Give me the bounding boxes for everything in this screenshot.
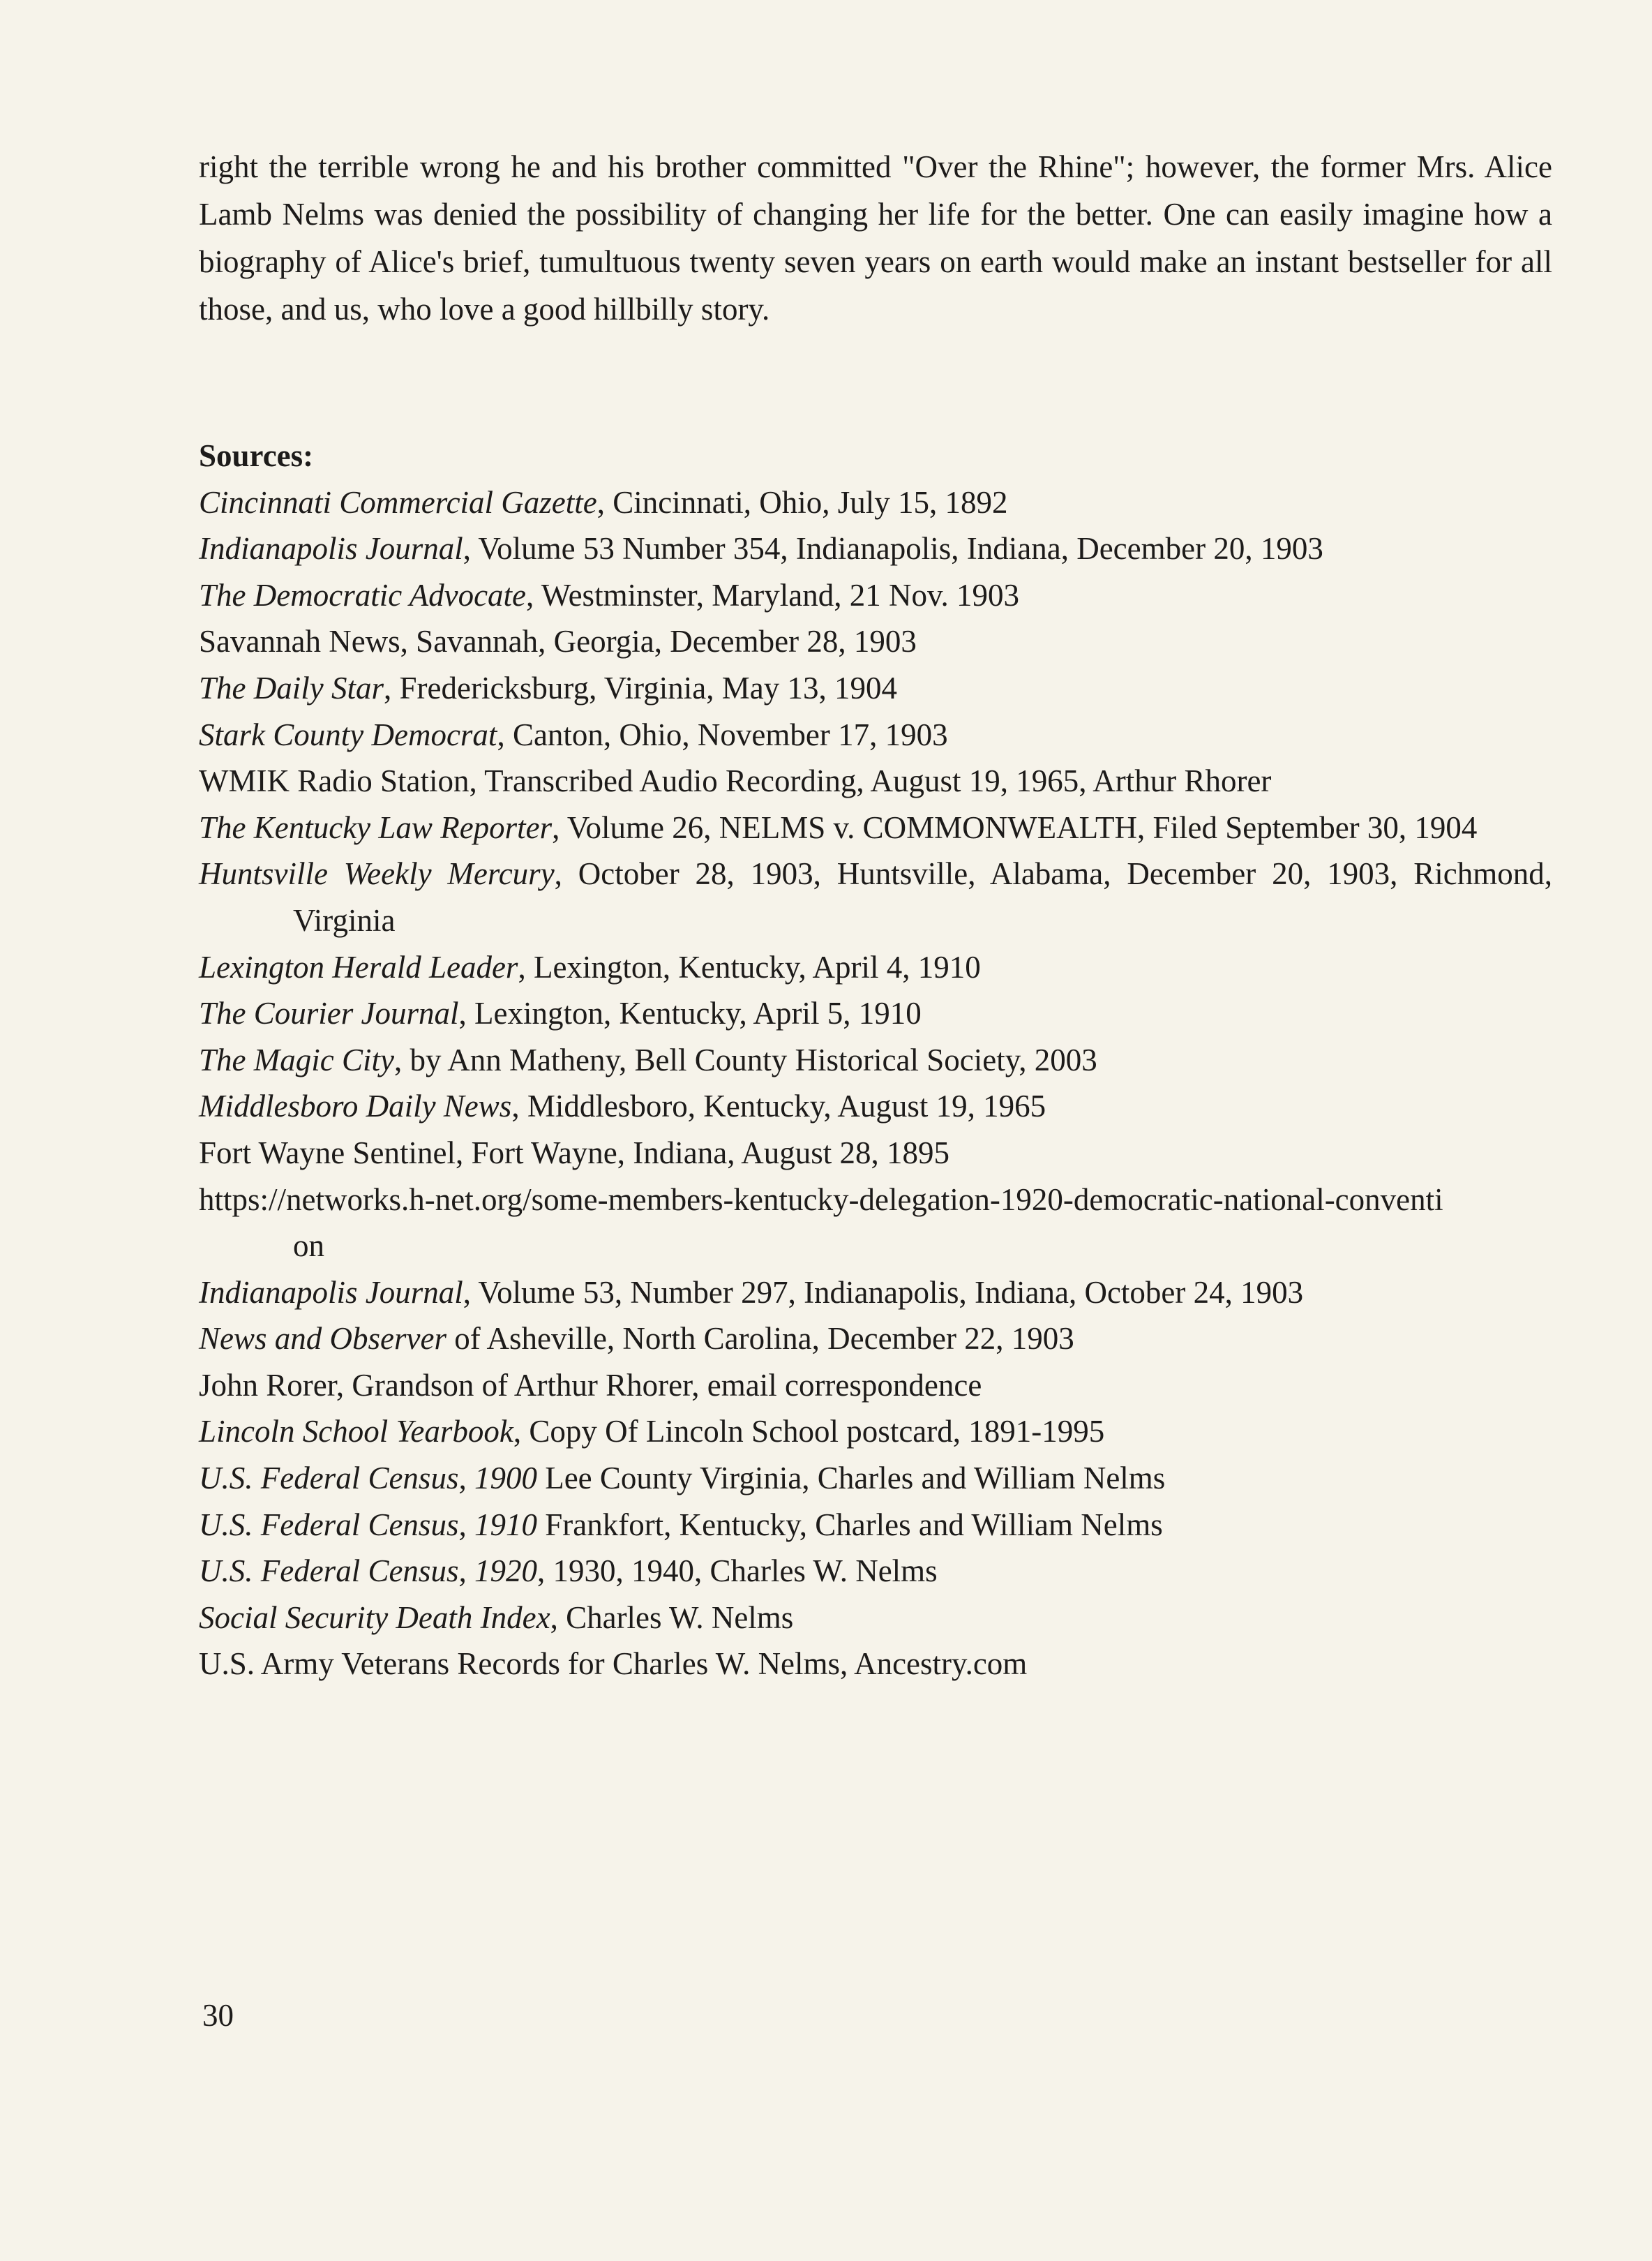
source-entry (199, 618, 1552, 665)
source-entry (199, 805, 1552, 851)
source-entry (199, 1315, 1552, 1362)
source-title: Lexington Herald Leader (199, 949, 518, 985)
source-title: Lincoln School Yearbook (199, 1414, 513, 1449)
source-entry (199, 712, 1552, 759)
source-entry (199, 1408, 1552, 1455)
source-entry (199, 1455, 1552, 1502)
source-entry (199, 758, 1552, 805)
source-entry (199, 665, 1552, 712)
source-details: , Charles W. Nelms (550, 1599, 794, 1635)
source-details: , Volume 53 Number 354, Indianapolis, Indiana, December 20, 1903 (463, 531, 1323, 567)
source-title: Cincinnati Commercial Gazette (199, 484, 597, 520)
source-details: , 1930, 1940, Charles W. Nelms (536, 1553, 938, 1589)
source-title: The Magic City (199, 1042, 394, 1077)
source-title: The Democratic Advocate (199, 577, 527, 613)
source-entry (199, 1083, 1552, 1130)
source-title: Huntsville Weekly Mercury (199, 856, 555, 892)
source-details: WMIK Radio Station, Transcribed Audio Recording, August 19, 1965, Arthur Rhorer (199, 763, 1272, 799)
source-title: Indianapolis Journal (199, 1274, 463, 1310)
sources-heading: Sources: (199, 438, 314, 473)
source-details: , Cincinnati, Ohio, July 15, 1892 (596, 484, 1008, 520)
source-entry (199, 1037, 1552, 1084)
source-entry (199, 944, 1552, 991)
source-details: , Lexington, Kentucky, April 4, 1910 (518, 949, 981, 985)
source-entry (199, 572, 1552, 619)
source-entry (199, 1502, 1552, 1549)
source-details: John Rorer, Grandson of Arthur Rhorer, email correspondence (199, 1367, 982, 1403)
source-title: Indianapolis Journal (199, 531, 463, 567)
source-title: Stark County Democrat (199, 717, 497, 752)
source-title: News and Observer (199, 1321, 446, 1357)
source-entry (199, 1641, 1552, 1687)
source-details: Savannah News, Savannah, Georgia, December 28, 1903 (199, 624, 917, 659)
source-title: U.S. Federal Census, 1920 (199, 1553, 537, 1589)
source-details: , Copy Of Lincoln School postcard, 1891-1995 (513, 1414, 1105, 1449)
source-title: The Daily Star (199, 670, 384, 706)
source-entry (199, 1130, 1552, 1177)
source-entry (199, 1362, 1552, 1409)
source-details: Frankfort, Kentucky, Charles and William Nelms (536, 1507, 1163, 1542)
page-number: 30 (202, 1998, 234, 2033)
source-entry (199, 990, 1552, 1037)
source-details: , Volume 53, Number 297, Indianapolis, Indiana, October 24, 1903 (463, 1274, 1304, 1310)
source-details: , Middlesboro, Kentucky, August 19, 1965 (511, 1089, 1046, 1124)
source-entry (199, 1595, 1552, 1641)
source-entry (199, 479, 1552, 526)
source-details: , Fredericksburg, Virginia, May 13, 1904 (384, 670, 897, 706)
source-title: U.S. Federal Census, 1900 (199, 1461, 537, 1496)
source-details: , October 28, 1903, Huntsville, Alabama, December 20, 1903, Richmond, Virginia (293, 856, 1552, 938)
source-entry (199, 851, 1552, 943)
source-details: Lee County Virginia, Charles and William Nelms (536, 1461, 1166, 1496)
source-entry (199, 1548, 1552, 1595)
source-title: U.S. Federal Census, 1910 (199, 1507, 537, 1542)
sources-section (199, 433, 1552, 1687)
source-title: The Courier Journal (199, 996, 459, 1031)
source-details: , Lexington, Kentucky, April 5, 1910 (458, 996, 922, 1031)
source-details: Fort Wayne Sentinel, Fort Wayne, Indiana, August 28, 1895 (199, 1135, 949, 1170)
body-paragraph: right the terrible wrong he and his brother committed "Over the Rhine"; however, the former Mrs. Alice Lamb Nelms was denied the possibility of changing her life for the better. One can easily imagine how a biography of Alice's brief, tumultuous twenty seven years on earth would make an instant bestseller for all those, and us, who love a good hillbilly story. (199, 149, 1552, 327)
source-details: , Canton, Ohio, November 17, 1903 (497, 717, 948, 752)
source-details: , by Ann Matheny, Bell County Historical Society, 2003 (393, 1042, 1097, 1077)
source-title: Middlesboro Daily News (199, 1089, 512, 1124)
source-details: https://networks.h-net.org/some-members-kentucky-delegation-1920-democratic-national-convention (199, 1181, 1443, 1264)
source-details: U.S. Army Veterans Records for Charles W. Nelms, Ancestry.com (199, 1646, 1028, 1682)
source-title: Social Security Death Index (199, 1599, 550, 1635)
source-details: of Asheville, North Carolina, December 22, 1903 (446, 1321, 1074, 1357)
source-details: , Westminster, Maryland, 21 Nov. 1903 (526, 577, 1020, 613)
sources-list (199, 479, 1552, 1687)
source-entry (199, 1269, 1552, 1316)
source-entry (199, 1177, 1444, 1269)
source-details: , Volume 26, NELMS v. COMMONWEALTH, Filed September 30, 1904 (552, 809, 1478, 845)
source-entry (199, 525, 1552, 572)
source-title: The Kentucky Law Reporter (199, 809, 553, 845)
